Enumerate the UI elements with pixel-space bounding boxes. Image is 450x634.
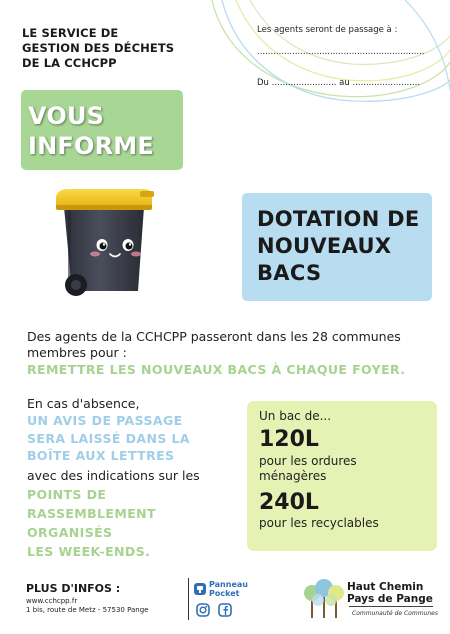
avis-passage: [27, 412, 190, 465]
sender-line: GESTION DES DÉCHETS: [22, 41, 175, 55]
absence-text: [27, 396, 237, 412]
bac-desc-120: [259, 454, 357, 484]
desc-line: ménagères: [259, 469, 327, 483]
facebook-icon[interactable]: [218, 603, 232, 617]
panneau-pocket-icon: [193, 582, 207, 596]
points-line: LES WEEK-ENDS.: [27, 544, 151, 559]
bac-intro: Un bac de...: [259, 409, 332, 423]
headline-line: DOTATION DE: [257, 207, 420, 231]
footer-title: PLUS D'INFOS :: [26, 582, 121, 595]
app-name-line: Panneau: [209, 580, 248, 589]
intro-line: Des agents de la CCHCPP passeront dans les 28 communes: [27, 329, 401, 344]
intro-highlight: REMETTRE LES NOUVEAUX BACS À CHAQUE FOYER.: [27, 362, 406, 377]
date-range-line: Du ........................ au .........................: [257, 78, 421, 88]
logo-line: Pays de Pange: [347, 593, 433, 605]
bac-size-240: 240L: [259, 490, 319, 515]
logo-line: Haut Chemin: [347, 581, 424, 593]
intro-line: membres pour :: [27, 345, 127, 360]
website-link[interactable]: www.cchcpp.fr: [26, 597, 78, 605]
bac-sizes-box: [247, 401, 437, 551]
informe-box: [21, 90, 183, 170]
informe-line: INFORME: [28, 132, 154, 160]
headline-line: BACS: [257, 261, 322, 285]
sender-line: LE SERVICE DE: [22, 26, 119, 40]
bac-desc-240: pour les recyclables: [259, 516, 379, 530]
bac-size-120: 120L: [259, 427, 319, 452]
visit-blank-line: ..............................................................: [257, 47, 425, 57]
avis-line: UN AVIS DE PASSAGE: [27, 413, 183, 428]
points-line: POINTS DE: [27, 487, 107, 502]
sender-line: DE LA CCHCPP: [22, 56, 117, 70]
sender-heading: [22, 26, 212, 71]
footer-divider: [188, 578, 189, 620]
address-text: 1 bis, route de Metz - 57530 Pange: [26, 606, 149, 614]
points-line: RASSEMBLEMENT: [27, 506, 156, 521]
visit-label: Les agents seront de passage à :: [257, 25, 398, 35]
app-name-line: Pocket: [209, 589, 240, 598]
desc-line: pour les ordures: [259, 454, 357, 468]
rassemblement-points: [27, 485, 156, 561]
logo-name: [347, 581, 433, 605]
avis-line: SERA LAISSÉ DANS LA: [27, 430, 190, 446]
instagram-icon[interactable]: [196, 603, 210, 617]
intro-text: [27, 329, 437, 361]
logo-subtitle: Communauté de Communes: [352, 610, 438, 617]
absence-lead: En cas d'absence,: [27, 396, 140, 411]
informe-line: VOUS: [28, 102, 105, 130]
logo-rule: [349, 606, 433, 607]
indications-text: avec des indications sur les: [27, 468, 200, 483]
headline-line: NOUVEAUX: [257, 234, 392, 258]
tree-logo-icon: [302, 576, 346, 622]
avis-line: BOÎTE AUX LETTRES: [27, 448, 175, 463]
panneau-pocket-label: [209, 580, 248, 598]
trash-bin-mascot-icon: [48, 185, 168, 305]
dotation-headline-box: [242, 193, 432, 301]
points-line: ORGANISÉS: [27, 525, 113, 540]
